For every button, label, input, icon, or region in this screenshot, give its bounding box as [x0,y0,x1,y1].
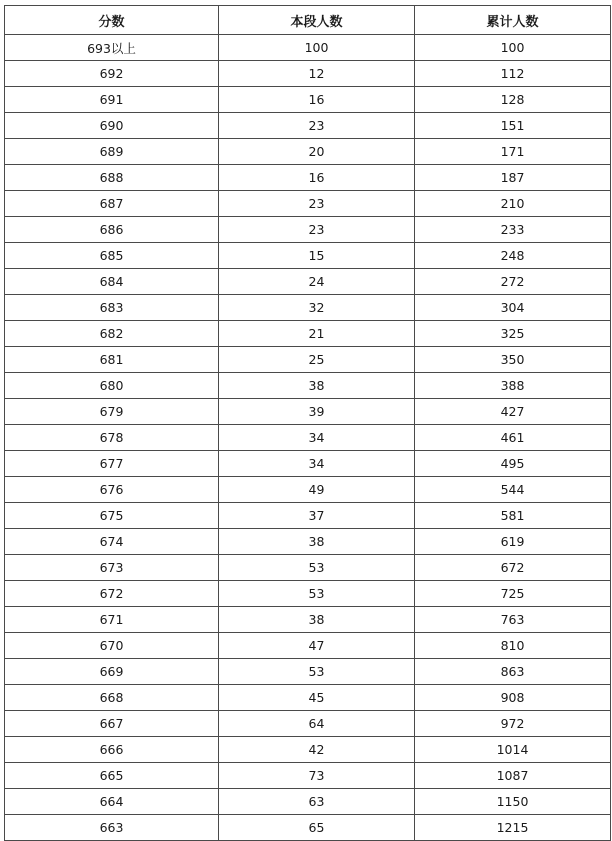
segment-count-cell: 23 [219,191,415,217]
table-row [5,139,611,165]
score-cell: 668 [5,685,219,711]
table-row [5,217,611,243]
table-row [5,581,611,607]
score-cell: 676 [5,477,219,503]
score-distribution-table [4,5,611,841]
segment-count-cell: 37 [219,503,415,529]
cumulative-count-cell: 272 [415,269,611,295]
score-cell: 684 [5,269,219,295]
cumulative-count-cell: 427 [415,399,611,425]
segment-count-cell: 39 [219,399,415,425]
score-cell: 679 [5,399,219,425]
table-row [5,763,611,789]
table-row [5,477,611,503]
table-row [5,347,611,373]
segment-count-cell: 100 [219,35,415,61]
table-row [5,815,611,841]
cumulative-count-cell: 810 [415,633,611,659]
cumulative-count-cell: 187 [415,165,611,191]
cumulative-count-cell: 672 [415,555,611,581]
cumulative-count-cell: 210 [415,191,611,217]
segment-count-cell: 12 [219,61,415,87]
score-cell: 683 [5,295,219,321]
segment-count-cell: 53 [219,581,415,607]
cumulative-count-cell: 544 [415,477,611,503]
score-cell: 691 [5,87,219,113]
table-row [5,35,611,61]
segment-count-cell: 23 [219,113,415,139]
cumulative-count-cell: 171 [415,139,611,165]
cumulative-count-cell: 325 [415,321,611,347]
score-cell: 674 [5,529,219,555]
segment-count-cell: 64 [219,711,415,737]
segment-count-cell: 53 [219,659,415,685]
segment-count-cell: 47 [219,633,415,659]
score-cell: 677 [5,451,219,477]
table-row [5,373,611,399]
score-cell: 680 [5,373,219,399]
cumulative-count-cell: 581 [415,503,611,529]
cumulative-count-cell: 304 [415,295,611,321]
segment-count-cell: 53 [219,555,415,581]
table-row [5,529,611,555]
score-cell: 664 [5,789,219,815]
score-cell: 666 [5,737,219,763]
segment-count-cell: 20 [219,139,415,165]
cumulative-count-cell: 1150 [415,789,611,815]
table-row [5,737,611,763]
table-row [5,451,611,477]
segment-count-cell: 38 [219,529,415,555]
score-cell: 669 [5,659,219,685]
cumulative-count-cell: 248 [415,243,611,269]
segment-count-cell: 34 [219,451,415,477]
score-cell: 681 [5,347,219,373]
table-row [5,425,611,451]
segment-count-cell: 24 [219,269,415,295]
score-cell: 663 [5,815,219,841]
score-cell: 687 [5,191,219,217]
score-cell: 671 [5,607,219,633]
score-cell: 667 [5,711,219,737]
cumulative-count-cell: 350 [415,347,611,373]
cumulative-count-cell: 151 [415,113,611,139]
score-cell: 665 [5,763,219,789]
segment-count-cell: 63 [219,789,415,815]
segment-count-cell: 16 [219,165,415,191]
table-row [5,633,611,659]
segment-count-cell: 42 [219,737,415,763]
header-segment-count: 本段人数 [219,6,415,35]
table-row [5,711,611,737]
table-row [5,295,611,321]
table-row [5,503,611,529]
cumulative-count-cell: 112 [415,61,611,87]
segment-count-cell: 49 [219,477,415,503]
score-cell: 690 [5,113,219,139]
cumulative-count-cell: 972 [415,711,611,737]
table-row [5,607,611,633]
table-row [5,685,611,711]
cumulative-count-cell: 128 [415,87,611,113]
score-cell: 670 [5,633,219,659]
table-row [5,269,611,295]
cumulative-count-cell: 1087 [415,763,611,789]
header-row [5,6,611,35]
table-row [5,113,611,139]
cumulative-count-cell: 908 [415,685,611,711]
table-row [5,399,611,425]
cumulative-count-cell: 495 [415,451,611,477]
segment-count-cell: 34 [219,425,415,451]
score-cell: 685 [5,243,219,269]
score-cell: 692 [5,61,219,87]
cumulative-count-cell: 461 [415,425,611,451]
score-cell: 686 [5,217,219,243]
segment-count-cell: 38 [219,607,415,633]
cumulative-count-cell: 388 [415,373,611,399]
cumulative-count-cell: 100 [415,35,611,61]
table-row [5,659,611,685]
table-row [5,87,611,113]
cumulative-count-cell: 863 [415,659,611,685]
table-row [5,789,611,815]
table-row [5,61,611,87]
table-row [5,243,611,269]
score-cell: 682 [5,321,219,347]
score-cell: 673 [5,555,219,581]
table-row [5,321,611,347]
header-score: 分数 [5,6,219,35]
score-cell: 689 [5,139,219,165]
score-cell: 688 [5,165,219,191]
segment-count-cell: 23 [219,217,415,243]
segment-count-cell: 38 [219,373,415,399]
segment-count-cell: 32 [219,295,415,321]
segment-count-cell: 25 [219,347,415,373]
score-cell: 675 [5,503,219,529]
score-cell: 672 [5,581,219,607]
segment-count-cell: 21 [219,321,415,347]
score-cell: 693以上 [5,35,219,61]
segment-count-cell: 15 [219,243,415,269]
segment-count-cell: 45 [219,685,415,711]
cumulative-count-cell: 1014 [415,737,611,763]
score-cell: 678 [5,425,219,451]
table-row [5,191,611,217]
table-header [5,6,611,35]
cumulative-count-cell: 1215 [415,815,611,841]
table-row [5,555,611,581]
table-body [5,35,611,841]
cumulative-count-cell: 763 [415,607,611,633]
segment-count-cell: 16 [219,87,415,113]
segment-count-cell: 65 [219,815,415,841]
segment-count-cell: 73 [219,763,415,789]
header-cumulative-count: 累计人数 [415,6,611,35]
cumulative-count-cell: 233 [415,217,611,243]
cumulative-count-cell: 725 [415,581,611,607]
cumulative-count-cell: 619 [415,529,611,555]
table-row [5,165,611,191]
